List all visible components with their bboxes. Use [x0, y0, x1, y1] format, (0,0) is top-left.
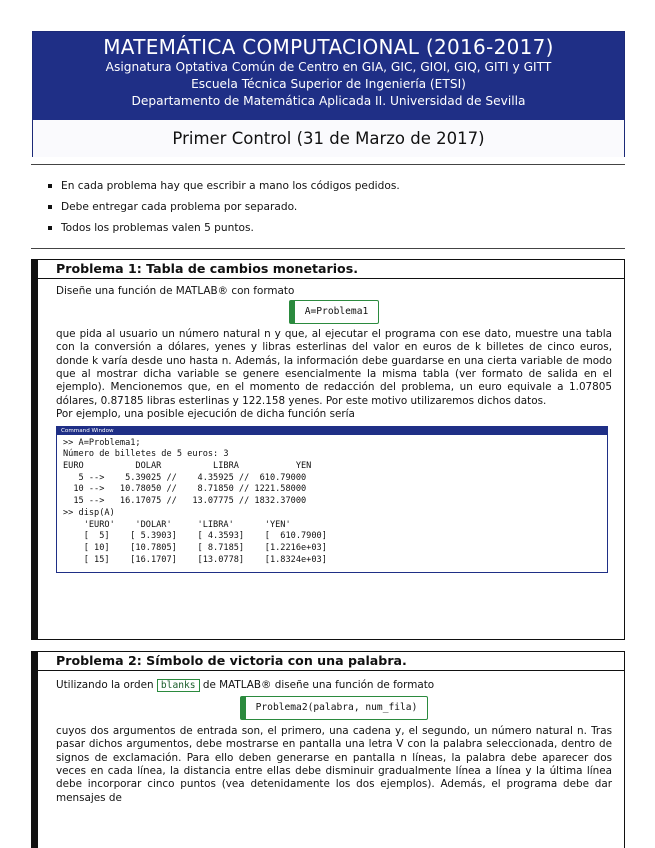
problem-1-format: A=Problema1 — [289, 300, 380, 323]
instructions-list — [48, 175, 400, 238]
console-output: >> A=Problema1; Número de billetes de 5 euros: 3 EURO DOLAR LIBRA YEN 5 --> 5.39025 // 4.35925 // 610.79000 10 --> 10.78050 // 8.71850 // 1221.58000 15 --> 16.17075 // 13.07775 // 1832.37000 >> disp(A) 'EURO' 'DOLAR' 'LIBRA' 'YEN' [ 5] [ 5.3903] [ 4.3593] [ 610.7900] [ 10] [10.7805] [ 8.7185] [1.2216e+03] [ 15] [16.1707] [13.0778] [1.8324e+03] — [63, 437, 327, 565]
problem-1-body: que pida al usuario un número natural n y que, al ejecutar el programa con ese dato, muestre una tabla con la conversión a dólares, yenes y libras esterlinas del valor en euros de k billetes de cinco euros, donde k varía desde uno hasta n. Además, la información debe guardarse en una cierta variable de modo que al mostrar dicha variable se genere esencialmente la misma tabla (ver formato de salida en el ejemplo). Mencionemos que, en el momento de redacción del problema, un euro equivale a 1.07805 dólares, 0.87185 libras esterlinas y 122.158 yenes. Por este motivo utilizaremos dichos datos. — [56, 327, 612, 407]
bullet-icon — [48, 184, 52, 188]
bullet-icon — [48, 205, 52, 209]
divider-bottom — [31, 248, 625, 249]
course-subtitle-1: Asignatura Optativa Común de Centro en GIA, GIC, GIOI, GIQ, GITI y GITT — [105, 60, 552, 74]
problem-2-format: Problema2(palabra, num_fila) — [240, 696, 429, 719]
instruction-item: En cada problema hay que escribir a mano los códigos pedidos. — [48, 175, 400, 196]
header-box — [32, 31, 625, 157]
command-window — [56, 426, 608, 574]
problem-2-intro: Utilizando la orden blanks de MATLAB® diseñe una función de formato — [56, 679, 435, 691]
exam-title: Primer Control (31 de Marzo de 2017) — [33, 120, 624, 157]
course-title: MATEMÁTICA COMPUTACIONAL (2016-2017) — [103, 35, 554, 59]
course-subtitle-2: Escuela Técnica Superior de Ingeniería (ETSI) — [191, 77, 466, 91]
divider-top — [31, 164, 625, 165]
blanks-command: blanks — [157, 679, 200, 692]
header-banner — [33, 32, 624, 120]
problem-2 — [31, 651, 625, 848]
problem-1 — [31, 259, 625, 640]
problem-1-intro: Diseñe una función de MATLAB® con formato — [56, 285, 295, 297]
problem-2-title: Problema 2: Símbolo de victoria con una palabra. — [38, 652, 624, 671]
instruction-item: Debe entregar cada problema por separado. — [48, 196, 400, 217]
problem-1-title: Problema 1: Tabla de cambios monetarios. — [38, 260, 624, 279]
problem-1-example-intro: Por ejemplo, una posible ejecución de dicha función sería — [56, 408, 355, 421]
instruction-item: Todos los problemas valen 5 puntos. — [48, 217, 400, 238]
command-window-title: Command Window — [57, 427, 607, 435]
problem-2-body: cuyos dos argumentos de entrada son, el primero, una cadena y, el segundo, un número natural n. Tras pasar dichos argumentos, debe mostrarse en pantalla una letra V con la palabra seleccionada, dentro de signos de exclamación. Para ello deben generarse en pantalla n líneas, la palabra debe aparecer dos veces en cada línea, la distancia entre ellas debe disminuir gradualmente línea a línea y la última línea debe incorporar cinco puntos (vea detenidamente los dos ejemplos). Además, el programa debe dar mensajes de — [56, 724, 612, 804]
bullet-icon — [48, 226, 52, 230]
course-subtitle-3: Departamento de Matemática Aplicada II. Universidad de Sevilla — [131, 94, 526, 108]
